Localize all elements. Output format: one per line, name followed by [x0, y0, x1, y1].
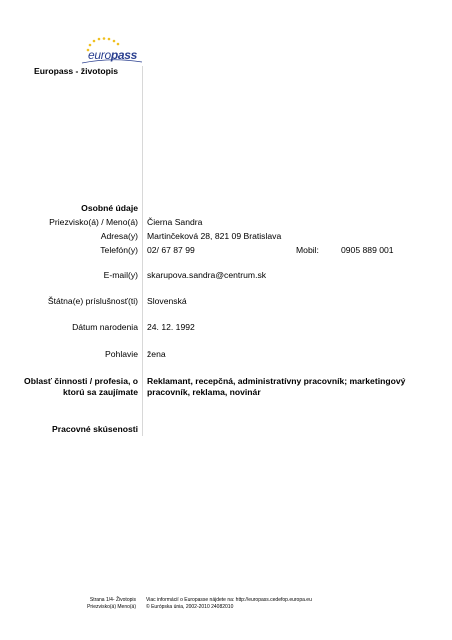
dob-label: Dátum narodenia: [72, 322, 138, 332]
name-label: Priezvisko(á) / Meno(á): [49, 217, 138, 227]
europass-logo: [78, 36, 144, 66]
footer-copyright: © Európska únia, 2002-2010 24082010: [146, 604, 234, 610]
column-divider: [142, 66, 143, 436]
footer-info: [146, 597, 426, 611]
nationality-value: Slovenská: [147, 296, 187, 306]
footer-page-number: Strana 1/4- Životopis: [89, 597, 136, 603]
phone-value: 02/ 67 87 99: [147, 245, 195, 255]
address-label: Adresa(y): [100, 231, 138, 241]
name-value: Čierna Sandra: [147, 217, 203, 227]
phone-label: Telefón(y): [100, 245, 138, 255]
email-label: E-mail(y): [103, 270, 138, 280]
nationality-label: Štátna(e) príslušnosť(ti): [47, 296, 138, 306]
address-value: Martinčeková 28, 821 09 Bratislava: [147, 231, 282, 241]
document-title: Europass - životopis: [34, 66, 119, 76]
mobile-value: 0905 889 001: [341, 245, 394, 255]
gender-value: žena: [147, 349, 166, 359]
footer-more-info: Viac informácií o Europasse nájdete na: http://europass.cedefop.europa.eu: [146, 597, 312, 603]
experience-heading: Pracovné skúsenosti: [52, 424, 138, 434]
gender-label: Pohlavie: [105, 349, 138, 359]
desired-field-label: Oblasť činnosti / profesia, o ktorú sa zaujímate: [24, 376, 138, 397]
mobile-label: Mobil:: [296, 245, 319, 255]
personal-heading: Osobné údaje: [81, 203, 138, 213]
logo-wordmark: europass: [88, 48, 137, 62]
footer-page-info: [40, 597, 136, 611]
email-value[interactable]: skarupova.sandra@centrum.sk: [147, 270, 267, 280]
dob-value: 24. 12. 1992: [147, 322, 195, 332]
footer-name: Priezvisko(á) Meno(á): [87, 604, 136, 610]
desired-field-value: Reklamant, recepčná, administratívny pracovník; marketingový pracovník, reklama, novinár: [147, 376, 406, 397]
